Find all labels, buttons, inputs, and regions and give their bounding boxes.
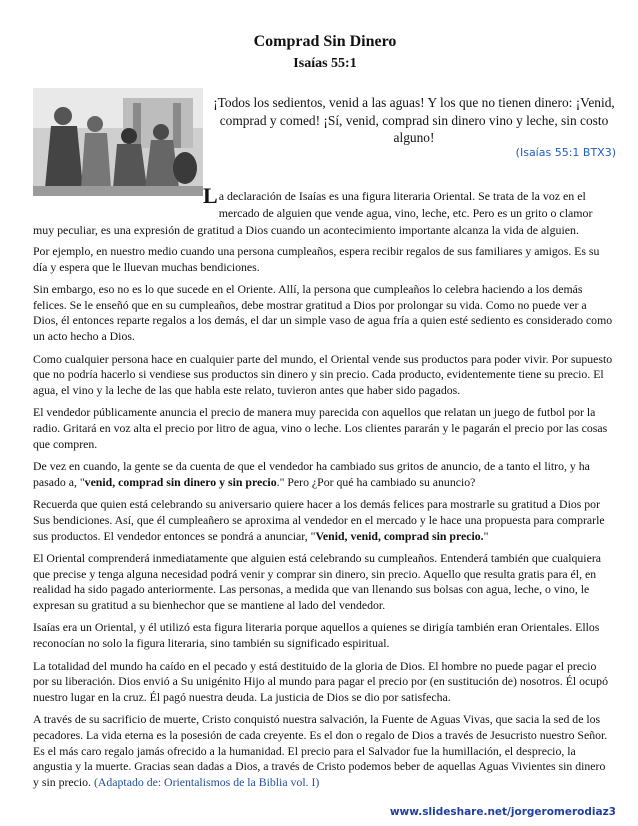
engraving-image [33, 88, 203, 196]
verse-text: ¡Todos los sedientos, venid a las aguas! Y los que no tienen dinero: ¡Venid, comprad y comed! ¡Sí, venid, comprad sin dinero vino y leche, sin costo alguno! [213, 95, 615, 145]
paragraph: El Oriental comprenderá inmediatamente que alguien está celebrando su cumpleaños. Entenderá también que cualquiera que precise y tenga alguna necesidad podrá venir y comprar sin dinero, sin precio. Aquello que resulta gratis para él, en realidad ha sido pagado anteriormente. Las personas, a medida que van llenando sus bolsas con agua, leche, o vino, le expresan su gratitud a su bienhechor que se mantiene al lado del vendedor. [33, 551, 601, 612]
paragraph-text: A través de su sacrificio de muerte, Cristo conquistó nuestra salvación, la Fuente de Aguas Vivas, que sacia la sed de los pecadores. La vida eterna es la posesión de cada creyente. Es el don o regalo de Dios a través de Jesucristo nuestro Señor. Es el más caro regalo jamás ofrecido a la humanidad. El precio para el Salvador fue la humillación, el desprecio, la angustia y la muerte. Gracias sean dadas a Dios, a través de Cristo podemos beber de aquellas Aguas Vivientes sin dinero y sin precio. [33, 712, 608, 789]
paragraph-text: Recuerda que quien está celebrando su aniversario quiere hacer a los demás felices para mostrarle su gratitud a Dios por Sus bendiciones. Así, que él cumpleañero se aproxima al vendedor en el mercado y le hace una propuesta para comprarle sus productos. El vendedor entonces se pondrá a anunciar, " [33, 497, 605, 543]
paragraph: Como cualquier persona hace en cualquier parte del mundo, el Oriental vende sus productos para poder vivir. Por supuesto que no podría hacerlo si vendiese sus productos sin dinero y sin precio. Cada producto, evidentemente tiene su precio. El agua, el vino y la leche de las que habla este relato, tuvieron antes que haber sido pagados. [33, 351, 613, 397]
page-title: Comprad Sin Dinero [253, 33, 397, 50]
paragraph: Sin embargo, eso no es lo que sucede en el Oriente. Allí, la persona que cumpleaños lo celebra haciendo a los demás felices. Se le enseñó que en su cumpleaños, debe mostrar gratitud a Dios por prolongar su vida. Como no puede ver a Dios, él entonces reparte regalos a los demás, el dar un simple vaso de agua fría a quien esté sediento es considerado como un acto hecho a Dios. [33, 282, 613, 343]
body-text [33, 244, 613, 797]
paragraph [33, 459, 613, 490]
paragraph-text: De vez en cuando, la gente se da cuenta de que el vendedor ha cambiado sus gritos de anuncio, de a tanto el litro, y ha pasado a, " [33, 459, 590, 489]
paragraph-text: " [483, 528, 489, 543]
paragraph: La totalidad del mundo ha caído en el pecado y está destituido de la gloria de Dios. El hombre no puede pagar el precio por su liberación. Dios envió a Su unigénito Hijo al mundo para pagar el precio por (en sustitución de) nosotros. Él ocupó nuestro lugar en la cruz. Él pagó nuestra deuda. La justicia de Dios se dio por satisfecha. [33, 658, 608, 704]
paragraph: El vendedor públicamente anuncia el precio de manera muy parecida con aquellos que relatan un juego de futbol por la radio. Gritará en voz alta el precio por litro de agua, vino o leche. Los clientes pararán y le pagarán el precio por las cosas que compren. [33, 405, 608, 451]
verse-citation: (Isaías 55:1 BTX3) [515, 146, 616, 159]
emphasis-text: Venid, venid, comprad sin precio. [315, 528, 484, 543]
emphasis-text: venid, comprad sin dinero y sin precio [84, 474, 277, 489]
paragraph: Isaías era un Oriental, y él utilizó esta figura literaria porque aquellos a quienes se dirigía también eran Orientales. Ellos reconocían no solo la figura literaria, sino también su significado espiritual. [33, 620, 600, 651]
paragraph: Por ejemplo, en nuestro medio cuando una persona cumpleaños, espera recibir regalos de sus familiares y amigos. Es su día y espera que le lluevan muchas bendiciones. [33, 244, 600, 274]
source-note: (Adaptado de: Orientalismos de la Biblia vol. I) [93, 774, 320, 789]
scripture-reference: Isaías 55:1 [293, 56, 357, 71]
drop-cap: L [203, 183, 218, 208]
intro-text: a declaración de Isaías es una figura literaria Oriental. Se trata de la voz en el mercado de alguien que vende agua, vino, leche, etc. Pero es un grito o clamor muy peculiar, es una expresión de gratitud a Dios cuando un acontecimiento importante alcanza la vida de alguien. [33, 189, 593, 237]
paragraph-text: ." Pero ¿Por qué ha cambiado su anuncio? [276, 474, 476, 489]
intro-paragraph [33, 183, 613, 239]
paragraph [33, 497, 613, 544]
paragraph [33, 712, 613, 790]
illustration-engraving [33, 88, 203, 196]
footer-link[interactable]: www.slideshare.net/jorgeromerodiaz3 [389, 806, 616, 818]
